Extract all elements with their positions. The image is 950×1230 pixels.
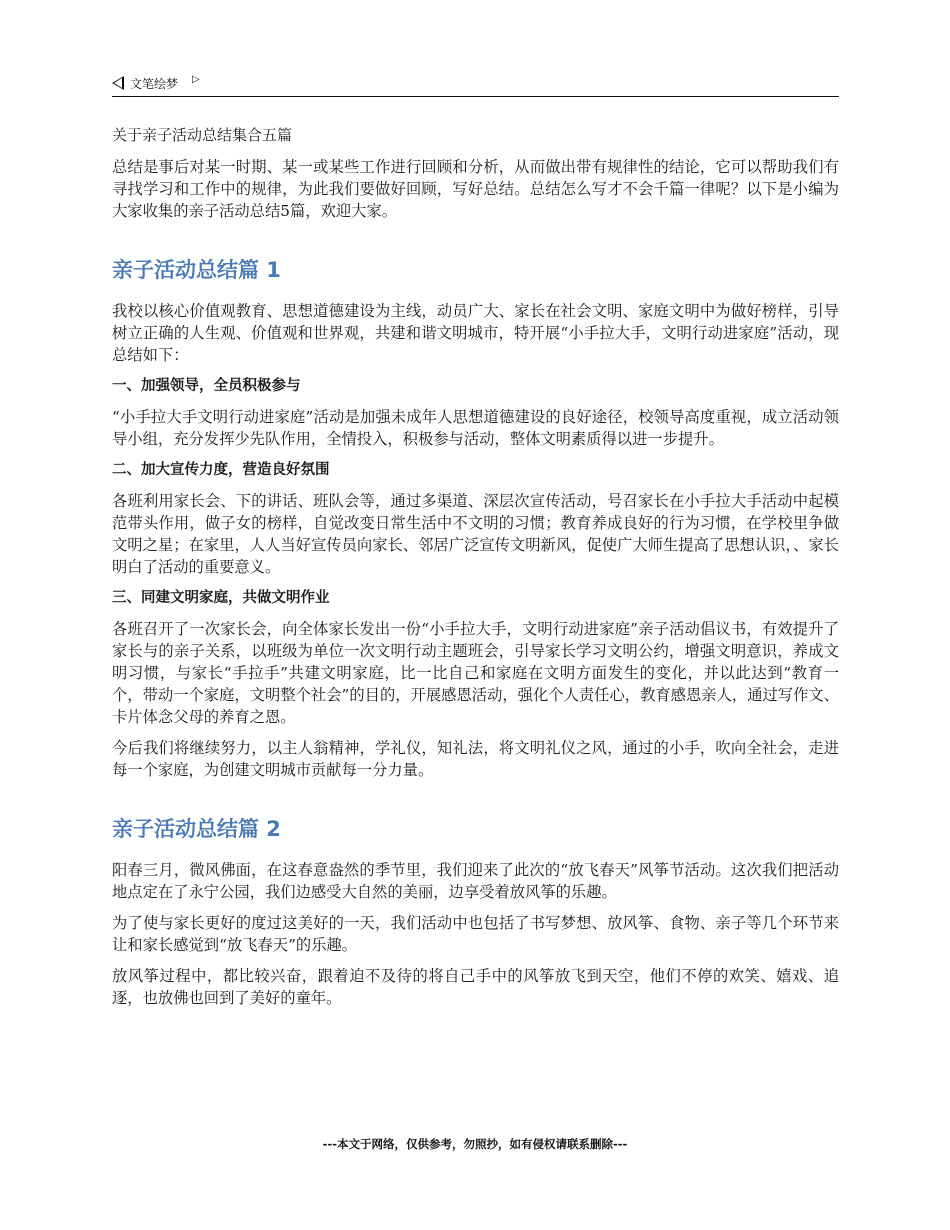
section1-paragraph-1: 我校以核心价值观教育、思想道德建设为主线，动员广大、家长在社会文明、家庭文明中为做好榜样，引导树立正确的人生观、价值观和世界观，共建和谐文明城市，特开展“小手拉大手，文明行动进家庭”活动，现总结如下：: [112, 302, 839, 364]
header-brand: 文笔绘梦: [130, 76, 179, 91]
section1-subheading-3: 三、同建文明家庭，共做文明作业: [112, 590, 330, 606]
page-header: [112, 70, 839, 97]
section1-paragraph-5: 今后我们将继续努力，以主人翁精神，学礼仪，知礼法，将文明礼仪之风，通过的小手，吹向全社会，走进每一个家庭，为创建文明城市贡献每一分力量。: [112, 739, 839, 779]
section-heading-2: 亲子活动总结篇 2: [112, 817, 281, 841]
section2-paragraph-3: 放风筝过程中，都比较兴奋，跟着迫不及待的将自己手中的风筝放飞到天空，他们不停的欢笑、嬉戏、追逐，也放佛也回到了美好的童年。: [112, 967, 839, 1007]
section2-paragraph-1: 阳春三月，微风佛面，在这春意盎然的季节里，我们迎来了此次的“放飞春天”风筝节活动。这次我们把活动地点定在了永宁公园，我们边感受大自然的美丽，边享受着放风筝的乐趣。: [112, 861, 839, 901]
section1-paragraph-3: 各班利用家长会、下的讲话、班队会等，通过多渠道、深层次宣传活动，号召家长在小手拉大手活动中起模范带头作用，做子女的榜样，自觉改变日常生活中不文明的习惯；教育养成良好的行为习惯，在学校里争做文明之星；在家里，人人当好宣传员向家长、邻居广泛宣传文明新风，促使广大师生提高了思想认识，、家长明白了活动的重要意义。: [112, 492, 839, 576]
section1-subheading-1: 一、加强领导，全员积极参与: [112, 378, 301, 394]
document-body: [112, 124, 839, 1018]
intro-paragraph: 总结是事后对某一时期、某一或某些工作进行回顾和分析，从而做出带有规律性的结论，它可以帮助我们有寻找学习和工作中的规律，为此我们要做好回顾，写好总结。总结怎么写才不会千篇一律呢？以下是小编为大家收集的亲子活动总结5篇，欢迎大家。: [112, 158, 839, 220]
section1-subheading-2: 二、加大宣传力度，营造良好氛围: [112, 462, 330, 478]
section1-paragraph-2: “小手拉大手文明行动进家庭”活动是加强未成年人思想道德建设的良好途径，校领导高度重视，成立活动领导小组，充分发挥少先队作用，全情投入，积极参与活动，整体文明素质得以进一步提升。: [112, 408, 839, 448]
document-title: 关于亲子活动总结集合五篇: [112, 126, 293, 144]
triangle-right-icon: ▷: [192, 74, 200, 85]
triangle-left-icon: [112, 76, 124, 90]
section-heading-1: 亲子活动总结篇 1: [112, 258, 281, 282]
page-footer-disclaimer: ---本文于网络，仅供参考，勿照抄，如有侵权请联系删除---: [322, 1137, 628, 1151]
section2-paragraph-2: 为了使与家长更好的度过这美好的一天，我们活动中也包括了书写梦想、放风筝、食物、亲子等几个环节来让和家长感觉到“放飞春天”的乐趣。: [112, 914, 839, 954]
section1-paragraph-4: 各班召开了一次家长会，向全体家长发出一份“小手拉大手，文明行动进家庭”亲子活动倡议书，有效提升了家长与的亲子关系，以班级为单位一次文明行动主题班会，引导家长学习文明公约，增强文明意识，养成文明习惯，与家长“手拉手”共建文明家庭，比一比自己和家庭在文明方面发生的变化，并以此达到“教育一个，带动一个家庭，文明整个社会”的目的，开展感恩活动，强化个人责任心，教育感恩亲人，通过写作文、卡片体念父母的养育之恩。: [112, 620, 839, 726]
